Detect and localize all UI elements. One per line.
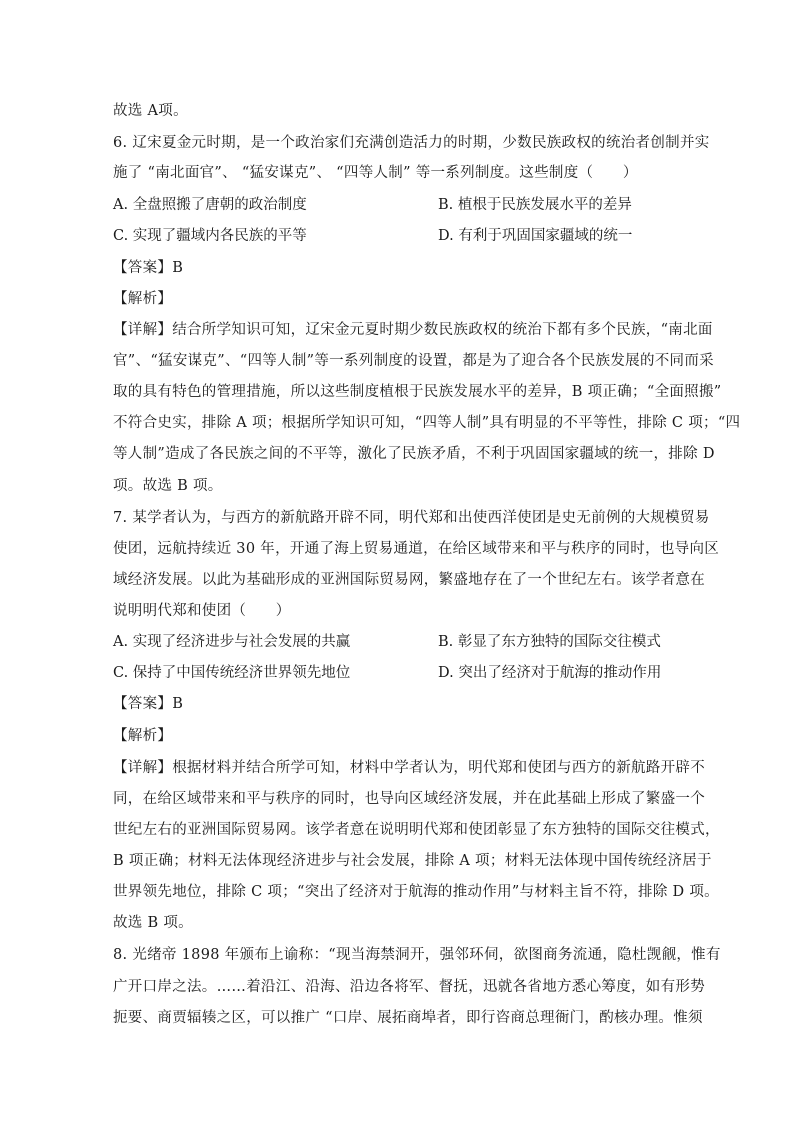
option-b: B. 植根于民族发展水平的差异: [438, 197, 632, 213]
question-stem-line: 7. 某学者认为，与西方的新航路开辟不同，明代郑和出使西洋使团是史无前例的大规模贸易: [113, 510, 710, 526]
question-stem-line: 施了 “南北面官”、 “猛安谋克”、 “四等人制” 等一系列制度。这些制度（ ）: [113, 165, 638, 181]
question-stem-line: 域经济发展。以此为基础形成的亚洲国际贸易网，繁盛地存在了一个世纪左右。该学者意在: [113, 572, 705, 588]
question-stem-line: 使团，远航持续近 30 年，开通了海上贸易通道，在给区域带来和平与秩序的同时，也导向区: [113, 541, 720, 557]
detail-line: 不符合史实，排除 A 项；根据所学知识可知，“四等人制”具有明显的不平等性，排除 C 项；“四: [113, 415, 741, 431]
question-stem-line: 广开口岸之法。……着沿江、沿海、沿边各将军、督抚，迅就各省地方悉心筹度，如有形势: [113, 979, 705, 995]
detail-line: 世纪左右的亚洲国际贸易网。该学者意在说明明代郑和使团彰显了东方独特的国际交往模式，: [113, 822, 720, 838]
question-stem-line: 扼要、商贾辐辏之区，可以推广 “口岸、展拓商埠者，即行咨商总理衙门，酌核办理。惟须: [113, 1010, 703, 1026]
analysis-label: 【解析】: [113, 728, 173, 744]
detail-line: B 项正确；材料无法体现经济进步与社会发展，排除 A 项；材料无法体现中国传统经济居于: [113, 853, 712, 869]
intro-conclusion: 故选 A项。: [113, 103, 188, 119]
option-a: A. 实现了经济进步与社会发展的共赢: [113, 634, 351, 650]
option-d: D. 有利于巩固国家疆域的统一: [438, 228, 633, 244]
option-b: B. 彰显了东方独特的国际交往模式: [438, 634, 661, 650]
option-c: C. 保持了中国传统经济世界领先地位: [113, 665, 351, 681]
detail-line: 世界领先地位，排除 C 项；“突出了经济对于航海的推动作用”与材料主旨不符，排除 D 项。: [113, 884, 719, 900]
detail-line: 【详解】结合所学知识可知，辽宋金元夏时期少数民族政权的统治下都有多个民族，“南北面: [113, 322, 713, 338]
question-stem-line: 说明明代郑和使团（ ）: [113, 603, 291, 619]
question-stem-line: 8. 光绪帝 1898 年颁布上谕称：“现当海禁洞开，强邻环伺，欲图商务流通，隐杜觊觎，惟有: [113, 947, 721, 963]
option-c: C. 实现了疆域内各民族的平等: [113, 228, 307, 244]
detail-line: 取的具有特色的管理措施，所以这些制度植根于民族发展水平的差异，B 项正确；“全面照搬”: [113, 384, 722, 400]
answer-label: 【答案】B: [113, 696, 184, 712]
detail-line: 同，在给区域带来和平与秩序的同时，也导向区域经济发展，并在此基础上形成了繁盛一个: [113, 791, 705, 807]
option-a: A. 全盘照搬了唐朝的政治制度: [113, 197, 307, 213]
detail-line: 官”、“猛安谋克”、“四等人制”等一系列制度的设置，都是为了迎合各个民族发展的不同而采: [113, 353, 714, 369]
question-stem-line: 6. 辽宋夏金元时期，是一个政治家们充满创造活力的时期，少数民族政权的统治者创制并实: [113, 135, 710, 151]
detail-line: 【详解】根据材料并结合所学可知，材料中学者认为，明代郑和使团与西方的新航路开辟不: [113, 760, 705, 776]
answer-label: 【答案】B: [113, 260, 184, 276]
option-d: D. 突出了经济对于航海的推动作用: [438, 665, 662, 681]
detail-line: 故选 B 项。: [113, 915, 193, 931]
detail-line: 等人制”造成了各民族之间的不平等，激化了民族矛盾，不利于巩固国家疆域的统一，排除 D: [113, 446, 715, 462]
analysis-label: 【解析】: [113, 291, 173, 307]
detail-line: 项。故选 B 项。: [113, 478, 223, 494]
